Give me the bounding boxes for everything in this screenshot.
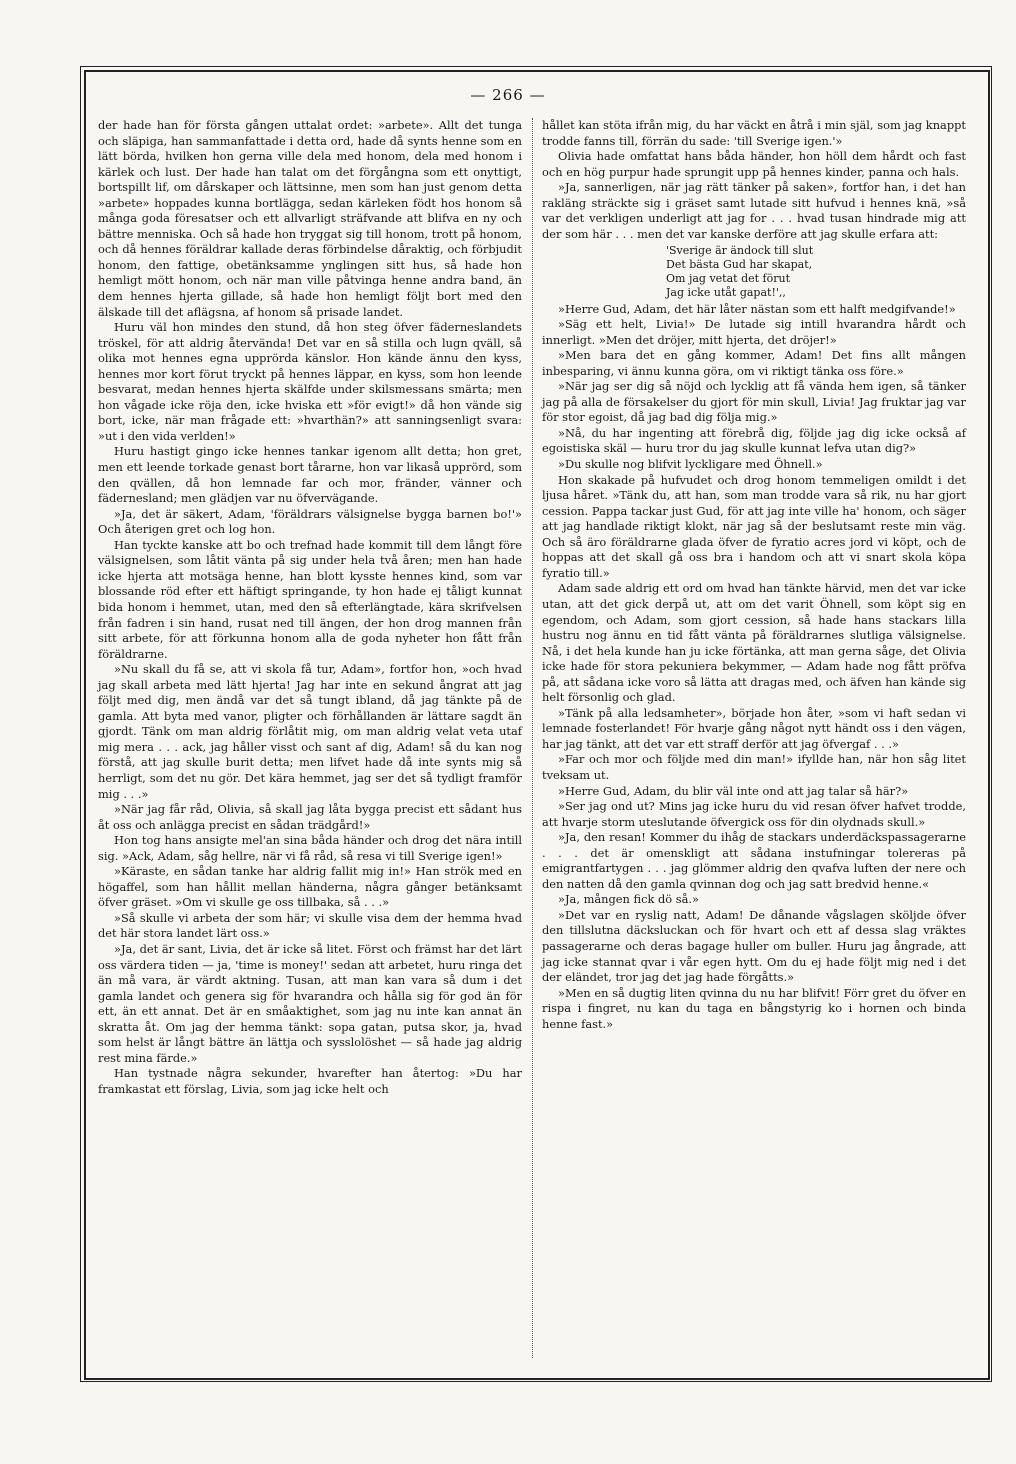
paragraph: »Det var en ryslig natt, Adam! De dånande vågslagen sköljde öfver den tillslutna däcksluckan och för hvart och ett af dessa slag vräktes passagerarne och deras bagage huller om buller. Huru jag ångrade, att jag icke stannat qvar i vår egen hytt. Om du ej hade följt mig ned i det der eländet, tror jag det jag hade förgåtts.» xyxy=(542,907,966,985)
paragraph: »Men bara det en gång kommer, Adam! Det fins allt mången inbesparing, vi ännu kunna göra, om vi riktigt tänka oss före.» xyxy=(542,348,966,378)
paragraph: Adam sade aldrig ett ord om hvad han tänkte härvid, men det var icke utan, att det gick derpå ut, att om det varit Öhnell, som köpt sig en egendom, och Adam, som gjort cession, så hade hans stackars lilla hustru nog ännu en tid fått vänta på föräldrarnes slutliga välsignelse. Nå, i det hela kunde han ju icke förtänka, att man gerna såge, det Olivia icke hade för stora pekuniera bekymmer, — Adam hade nog fått pröfva på, att sådana icke voro så lätta att dragas med, och äfven han kände sig helt försonlig och glad. xyxy=(542,581,966,705)
paragraph: Hon skakade på hufvudet och drog honom temmeligen omildt i det ljusa håret. »Tänk du, att han, som man trodde vara så rik, nu har gjort cession. Pappa tackar just Gud, för att jag inte ville ha' honom, och säger att jag handlade riktigt klokt, när jag så der beslutsamt reste min väg. Och så äro föräldrarne glada öfver de fyratio acres jord vi köpt, och de hoppas att det skall gå oss bra i handom och att vi snart skola köpa fyratio till.» xyxy=(542,472,966,580)
poem-line: Jag icke utåt gapat!',, xyxy=(666,285,786,299)
paragraph: »Ja, mången fick dö så.» xyxy=(558,892,699,907)
poem-line: Det bästa Gud har skapat, xyxy=(666,258,813,272)
paragraph: »Säg ett helt, Livia!» De lutade sig intill hvarandra hårdt och innerligt. »Men det dröjer, mitt hjerta, det dröjer!» xyxy=(542,317,966,347)
poem-line: 'Sverige är ändock till slut xyxy=(666,244,814,258)
paragraph: Han tystnade några sekunder, hvarefter han återtog: »Du har framkastat ett förslag, Livia, som jag icke helt och xyxy=(98,1066,522,1096)
paragraph: »Ja, det är säkert, Adam, 'föräldrars välsignelse bygga barnen bo!'» Och återigen gret och log hon. xyxy=(98,506,522,537)
paragraph: »Far och mor och följde med din man!» ifyllde han, när hon såg litet tveksam ut. xyxy=(542,752,966,782)
column-divider xyxy=(532,118,533,1358)
left-column xyxy=(98,118,522,1097)
paragraph: Hon tog hans ansigte mel'an sina båda händer och drog det nära intill sig. »Ack, Adam, såg hellre, när vi få råd, så resa vi till Sverige igen!» xyxy=(98,833,522,863)
paragraph: hållet kan stöta ifrån mig, du har väckt en åtrå i min själ, som jag knappt trodde fanns till, förrän du sade: 'till Sverige igen.'» xyxy=(542,118,966,148)
poem-line: Om jag vetat det förut xyxy=(666,271,790,285)
poem-quote xyxy=(666,244,966,299)
paragraph: »Ja, det är sant, Livia, det är icke så litet. Först och främst har det lärt oss värdera tiden — ja, 'time is money!' sedan att arbetet, huru ringa det än må vara, är värdt aktning. Tusan, att man kan vara så dum i det gamla landet och genera sig för hvarandra och hålla sig för god än för ett, än ett annat. Det är en småaktighet, som jag nu inte kan annat än skratta åt. Om jag der hemma tänkt: sopa gatan, putsa skor, ja, hvad som helst är långt bättre än lättja och sysslolöshet — så hade jag aldrig rest mina färde.» xyxy=(98,941,522,1065)
paragraph: der hade han för första gången uttalat ordet: »arbete». Allt det tunga och släpiga, han sammanfattade i detta ord, hade då synts henne som en lätt börda, hvilken hon gerna ville dela med honom, dela med honom i kärlek och lust. Der hade han talat om det förgångna som ett onyttigt, bortspillt lif, om dårskaper och lättsinne, men som han just genom detta »arbete» hoppades kunna bortlägga, sedan kärleken födt hos honom så många goda föresatser och ett allvarligt sträfvande att blifva en ny och bättre menniska. Och så hade hon tryggat sig till honom, trott på honom, och då hennes föräldrar kallade deras förbindelse dåraktig, och förbjudit honom, den fattige, obetänksamme ynglingen sitt hus, så hade hon hemligt mött honom, och när man ville påtvinga henne andra band, än dem hennes hjerta gillade, så hade hon hemligt följt bort med den älskade till det aflägsna, af honom så prisade landet. xyxy=(98,118,522,319)
paragraph: »Du skulle nog blifvit lyckligare med Öhnell.» xyxy=(558,457,823,472)
paragraph: »Tänk på alla ledsamheter», började hon åter, »som vi haft sedan vi lemnade fosterlandet! För hvarje gång något nytt händt oss i den vägen, har jag tänkt, att det var ett straff derför att jag öfvergaf . . .» xyxy=(542,705,966,751)
paragraph: »När jag får råd, Olivia, så skall jag låta bygga precist ett sådant hus åt oss och anlägga precist en sådan trädgård!» xyxy=(98,802,522,832)
paragraph: »Käraste, en sådan tanke har aldrig fallit mig in!» Han strök med en högaffel, som han hållit mellan händerna, några gånger betänksamt öfver gräset. »Om vi skulle ge oss tillbaka, så . . .» xyxy=(98,864,522,910)
paragraph: »Men en så dugtig liten qvinna du nu har blifvit! Förr gret du öfver en rispa i fingret, nu kan du taga en bångstyrig ko i hornen och binda henne fast.» xyxy=(542,985,966,1031)
right-column xyxy=(542,118,966,1032)
paragraph: »Ja, den resan! Kommer du ihåg de stackars underdäckspassagerarne . . . det är omenskligt att sådana instufningar tolereras på emigrantfartygen . . . jag glömmer aldrig den qvafva luften der nere och den natten då den gamla qvinnan dog och jag satt bredvid henne.« xyxy=(542,830,966,891)
paragraph: »Så skulle vi arbeta der som här; vi skulle visa dem der hemma hvad det här stora landet lärt oss.» xyxy=(98,910,522,941)
paragraph: »Ja, sannerligen, när jag rätt tänker på saken», fortfor han, i det han rakläng sträckte sig i gräset samt lutade sitt hufvud i hennes knä, »så var det verkligen underligt att jag for . . . hvad tusan hindrade mig att der som här . . . men det var kanske derföre att jag skulle erfara att: xyxy=(542,180,966,241)
paragraph: Huru väl hon mindes den stund, då hon steg öfver fäderneslandets tröskel, för att aldrig återvända! Det var en så stilla och lugn qväll, så olika mot hennes egna upprörda känslor. Hon kände ännu den kyss, hennes mor kort förut tryckt på hennes läppar, en kyss, som hon leende besvarat, medan hennes hjerta skälfde under skilsmessans smärta; men hon vågade icke röja den, icke hviska ett »för evigt!» då hon vände sig bort, icke, när man frågade ett: »hvarthän?» att sanningsenligt svara: »ut i den vida verlden!» xyxy=(98,320,522,443)
paragraph: »Herre Gud, Adam, du blir väl inte ond att jag talar så här?» xyxy=(558,783,909,798)
paragraph: »Nå, du har ingenting att förebrå dig, följde jag dig icke också af egoistiska skäl — huru tror du jag skulle kunnat lefva utan dig?» xyxy=(542,425,966,456)
paragraph: Huru hastigt gingo icke hennes tankar igenom allt detta; hon gret, men ett leende torkade genast bort tårarne, hon var likaså upprörd, som den qvällen, då hon lemnade far och mor, fränder, vänner och fädernesland; men glädjen var nu öfvervägande. xyxy=(98,444,522,506)
paragraph: »Ser jag ond ut? Mins jag icke huru du vid resan öfver hafvet trodde, att hvarje storm uteslutande öfvergick oss för din olydnads skull.» xyxy=(542,799,966,829)
paragraph: »Nu skall du få se, att vi skola få tur, Adam», fortfor hon, »och hvad jag skall arbeta med lätt hjerta! Jag har inte en sekund ångrat att jag följt med dig, men ändå var det så tungt ibland, då jag tänkte på de gamla. Att byta med vanor, pligter och förhållanden är lättare sagdt än gjordt. Tänk om man aldrig förlåtit mig, om man aldrig velat veta utaf mig mera . . . ack, jag håller visst och sant af dig, Adam! så du kan nog förstå, att jag skulle burit detta; men lifvet hade då inte synts mig så herrligt, som det nu gör. Det kära hemmet, jag ser det så tydligt framför mig . . .» xyxy=(98,662,522,801)
paragraph: »Herre Gud, Adam, det här låter nästan som ett halft medgifvande!» xyxy=(558,301,956,316)
paragraph: Han tyckte kanske att bo och trefnad hade kommit till dem långt före välsignelsen, som låtit vänta på sig under hela två åren; men han hade icke hjerta att motsäga henne, han blott kysste hennes kind, som var blossande röd efter ett häftigt springande, ty hon hade ej tåligt kunnat bida honom i hemmet, utan, med den så efterlängtade, kära skrifvelsen från fadren i sin hand, rusat ned till ängen, der hon drog mannen från sitt arbete, för att förkunna honom alla de goda nyheter hon fått från föräldrarne. xyxy=(98,537,522,661)
page-number: — 266 — xyxy=(470,86,546,104)
paragraph: »När jag ser dig så nöjd och lycklig att få vända hem igen, så tänker jag på alla de försakelser du gjort för min skull, Livia! Jag fruktar jag var för stor egoist, då jag bad dig följa mig.» xyxy=(542,379,966,425)
paragraph: Olivia hade omfattat hans båda händer, hon höll dem hårdt och fast och en hög purpur hade sprungit upp på hennes kinder, panna och hals. xyxy=(542,149,966,179)
